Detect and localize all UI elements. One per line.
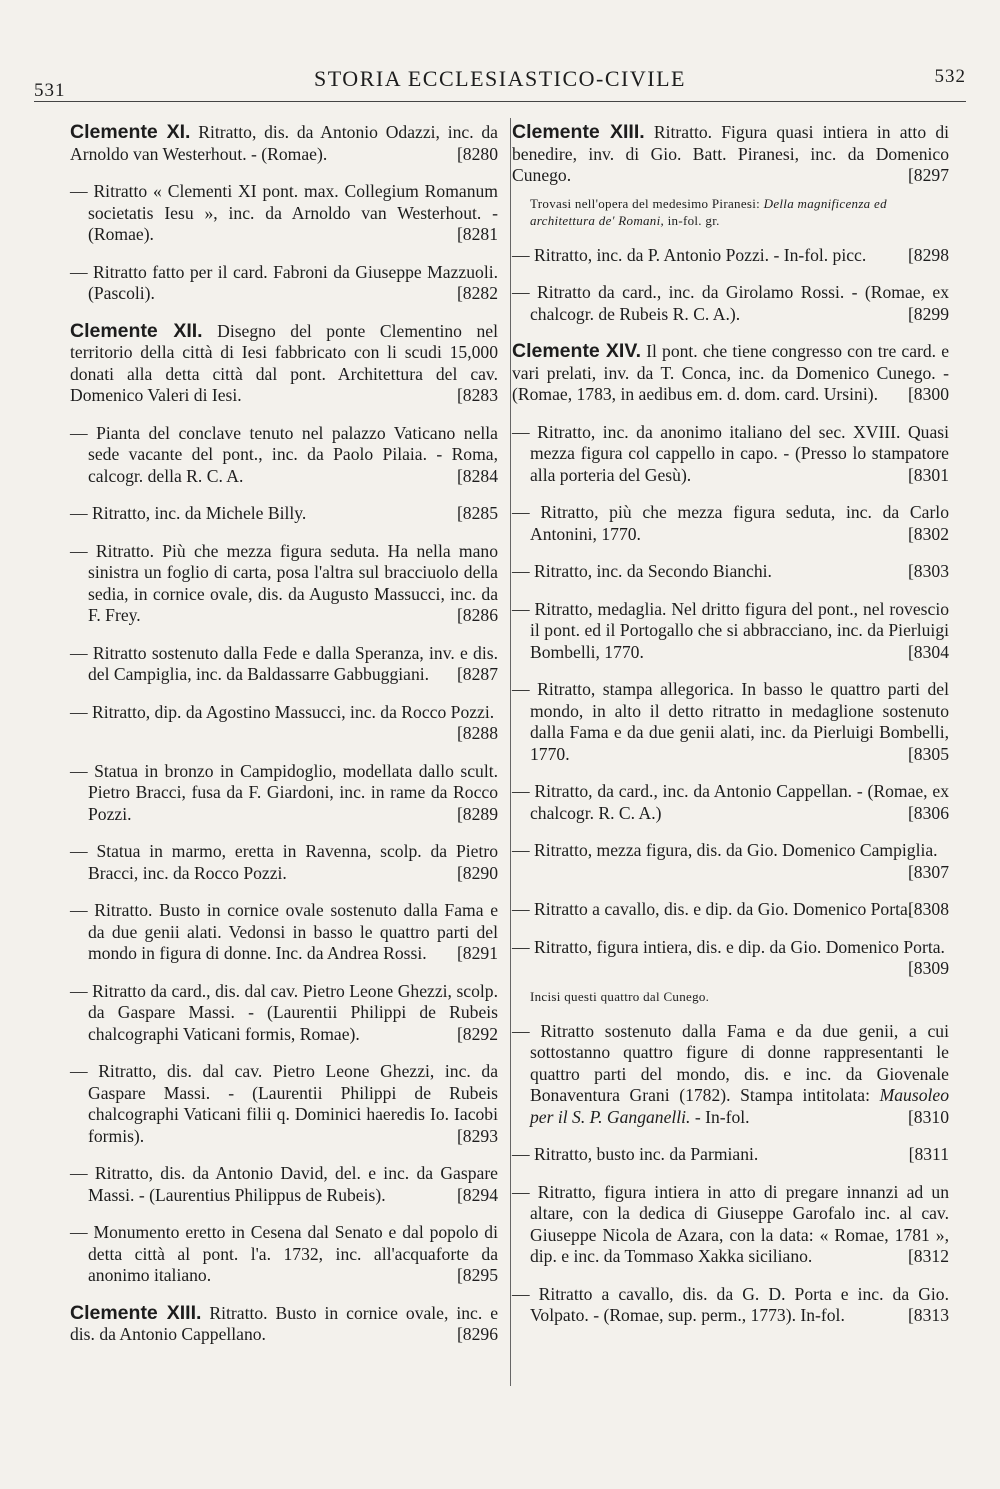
catalog-entry: [70, 423, 498, 488]
running-header: [34, 62, 966, 101]
entry-text: — Ritratto, dip. da Agostino Massucci, inc. da Rocco Pozzi.: [70, 701, 495, 722]
catalog-entry: [512, 899, 949, 921]
catalog-number: [8302: [907, 523, 949, 544]
catalog-entry: [512, 1284, 949, 1327]
catalog-number: [8305: [907, 743, 949, 764]
entry-text: — Ritratto, figura intiera, dis. e dip. da Gio. Domenico Porta.: [512, 936, 945, 957]
catalog-number: [8280: [456, 143, 498, 164]
catalog-number: [8303: [907, 561, 949, 581]
right-page-number: 532: [934, 66, 966, 87]
catalog-entry: [70, 841, 498, 884]
catalog-entry: [512, 245, 949, 267]
catalog-number: [8293: [456, 1125, 498, 1146]
entry-text: — Ritratto sostenuto dalla Fama e da due genii, a cui sottostanno quattro figure di donne rappresentanti le quattro parti del mondo, dis. e inc. da Giovenale Bonaventura Grani (1782). Stampa intitolata:: [512, 1020, 949, 1105]
catalog-number: [8296: [456, 1324, 498, 1344]
catalog-entry: [70, 702, 498, 745]
entry-text: Disegno del ponte Clementino nel territorio della città di Iesi fabbricato con li scudi 15,000 donati alla detta città dal pont. Architettura del cav. Domenico Valeri di Iesi.: [70, 320, 498, 405]
catalog-entry: [512, 1021, 949, 1129]
entry-text-end: - In-fol.: [690, 1106, 750, 1127]
column-divider: [510, 118, 511, 1386]
catalog-number: [8290: [456, 862, 498, 883]
catalog-heading-entry: [512, 341, 949, 406]
entry-text: — Ritratto, inc. da P. Antonio Pozzi. - In-fol. picc.: [512, 244, 867, 265]
catalog-entry: [70, 503, 498, 525]
catalog-number: [8313: [907, 1305, 949, 1325]
entry-text: — Ritratto a cavallo, dis. da G. D. Porta e inc. da Gio. Volpato. - (Romae, sup. perm., 1773). In-fol.: [512, 1283, 949, 1325]
pope-name: Clemente XI.: [70, 121, 191, 143]
catalog-number: [8309: [907, 958, 949, 978]
entry-text: — Pianta del conclave tenuto nel palazzo Vaticano nella sede vacante del pont., inc. da Paolo Pilaia. - Roma, calcogr. della R. C. A.: [70, 422, 498, 486]
entry-text: — Ritratto « Clementi XI pont. max. Collegium Romanum societatis Iesu », inc. da Arnoldo van Westerhout. - (Romae).: [70, 181, 498, 244]
entry-text: — Monumento eretto in Cesena dal Senato e dal popolo di detta città al pont. l'a. 1732, inc. all'acquaforte da anonimo italiano.: [70, 1222, 498, 1285]
catalog-number: [8283: [456, 385, 498, 405]
entry-text: — Ritratto. Busto in cornice ovale sostenuto dalla Fama e da due genii alati. Vedonsi in basso le quattro parti del mondo in figura di donne. Inc. da Andrea Rossi.: [70, 900, 498, 963]
entry-text: Il pont. che tiene congresso con tre card. e vari prelati, inv. da T. Conca, inc. da Domenico Cunego. - (Romae, 1783, in aedibus em. d. dom. card. Ursini).: [512, 341, 950, 404]
entry-text: — Ritratto, mezza figura, dis. da Gio. Domenico Campiglia.: [512, 840, 938, 860]
catalog-number: [8299: [907, 303, 949, 324]
pope-name: Clemente XIV.: [512, 340, 641, 362]
catalog-entry: [512, 679, 949, 765]
catalog-entry: [70, 981, 498, 1046]
catalog-entry: [512, 840, 949, 883]
entry-note: [512, 195, 949, 229]
catalog-number: [8307: [907, 861, 949, 882]
right-column: [512, 122, 949, 1343]
catalog-number: [8282: [456, 283, 498, 303]
catalog-number: [8292: [456, 1023, 498, 1044]
pope-name: Clemente XII.: [70, 319, 203, 342]
catalog-heading-entry: [512, 122, 949, 187]
catalog-entry: [70, 1061, 498, 1147]
catalog-entry: [512, 1144, 949, 1166]
catalog-number: [8288: [456, 723, 498, 743]
entry-text: — Ritratto, inc. da Secondo Bianchi.: [512, 561, 772, 581]
entry-text: — Ritratto, da card., inc. da Antonio Cappellan. - (Romae, ex chalcogr. R. C. A.): [512, 781, 949, 823]
catalog-entry: [70, 900, 498, 965]
catalog-number: [8291: [456, 943, 498, 963]
catalog-number: [8298: [907, 244, 949, 265]
catalog-entry: [512, 937, 949, 980]
catalog-entry: [512, 561, 949, 583]
entry-text: Ritratto. Busto in cornice ovale, inc. e dis. da Antonio Cappellano.: [70, 1302, 499, 1344]
entry-text: Ritratto. Figura quasi intiera in atto di benedire, inv. di Gio. Batt. Piranesi, inc. da Domenico Cunego.: [512, 122, 949, 185]
entry-text: Ritratto, dis. da Antonio Odazzi, inc. da Arnoldo van Westerhout. - (Romae).: [70, 122, 498, 164]
catalog-entry: [70, 181, 498, 246]
catalog-entry: [512, 1182, 949, 1268]
pope-name: Clemente XIII.: [70, 1301, 202, 1324]
catalog-number: [8297: [907, 165, 949, 185]
entry-text: — Ritratto, più che mezza figura seduta, inc. da Carlo Antonini, 1770.: [512, 502, 949, 544]
entry-text: — Ritratto fatto per il card. Fabroni da Giuseppe Mazzuoli. (Pascoli).: [70, 261, 498, 303]
catalog-entry: [512, 282, 949, 325]
catalog-entry: [512, 422, 949, 487]
catalog-number: [8304: [907, 641, 949, 662]
note-text: Trovasi nell'opera del medesimo Piranesi:: [530, 195, 764, 211]
left-column: [70, 122, 498, 1362]
catalog-number: [8312: [907, 1246, 949, 1266]
catalog-number: [8289: [456, 803, 498, 824]
catalog-number: [8294: [456, 1184, 498, 1205]
catalog-number: [8285: [456, 503, 498, 523]
entry-text: — Ritratto, busto inc. da Parmiani.: [512, 1144, 759, 1164]
catalog-entry: [70, 761, 498, 826]
catalog-entry: [512, 599, 949, 664]
entry-text: — Ritratto, figura intiera in atto di pregare innanzi ad un altare, con la dedica di Giuseppe Garofalo inc. al cav. Giuseppe Nicola de Azara, con la data: « Romae, 1781 », dip. e inc. da Tommaso Xakka siciliano.: [512, 1181, 949, 1266]
running-title: STORIA ECCLESIASTICO-CIVILE: [314, 66, 686, 91]
entry-text: — Ritratto. Più che mezza figura seduta. Ha nella mano sinistra un foglio di carta, posa l'altra sul bracciuolo della sedia, in cornice ovale, dis. da Augusto Massucci, inc. da F. Frey.: [70, 540, 498, 625]
pope-name: Clemente XIII.: [512, 121, 645, 143]
catalog-entry: [512, 502, 949, 545]
entry-text: — Statua in marmo, eretta in Ravenna, scolp. da Pietro Bracci, inc. da Rocco Pozzi.: [70, 841, 498, 883]
catalog-number: [8286: [456, 605, 498, 625]
entry-text: — Ritratto, inc. da Michele Billy.: [70, 503, 307, 523]
note-text-end: in-fol. gr.: [664, 212, 720, 228]
catalog-entry: [70, 643, 498, 686]
catalog-number: [8311: [908, 1144, 949, 1164]
catalog-number: [8300: [907, 384, 949, 404]
entry-text: — Ritratto, dis. dal cav. Pietro Leone Ghezzi, inc. da Gaspare Massi. - (Laurentii Philippi de Rubeis chalcographi Vaticani filii q. Dominici haeredis Io. Iacobi formis).: [70, 1061, 498, 1146]
entry-text: — Ritratto, medaglia. Nel dritto figura del pont., nel rovescio il pont. ed il Portogallo che si abbracciano, inc. da Pierluigi Bombelli, 1770.: [512, 598, 949, 662]
entry-note: [512, 988, 949, 1005]
catalog-heading-entry: [70, 321, 498, 407]
catalog-number: [8287: [456, 664, 498, 684]
catalog-number: [8308: [907, 899, 949, 919]
catalog-number: [8295: [456, 1265, 498, 1285]
catalog-number: [8310: [907, 1106, 949, 1127]
entry-text: — Ritratto, stampa allegorica. In basso le quattro parti del mondo, in alto il detto ritratto in medaglione sostenuto dalla Fama e da due genii alati, inc. da Pierluigi Bombelli, 1770.: [512, 679, 949, 764]
catalog-entry: [70, 262, 498, 305]
catalog-heading-entry: [70, 122, 498, 165]
entry-text: — Ritratto da card., dis. dal cav. Pietro Leone Ghezzi, scolp. da Gaspare Massi. - (Laurentii Philippi de Rubeis chalcographi Vaticani formis, Romae).: [70, 980, 498, 1044]
catalog-entry: [70, 1222, 498, 1287]
header-rule: [34, 101, 966, 102]
catalog-number: [8281: [456, 224, 498, 244]
catalog-entry: [512, 781, 949, 824]
entry-text: — Ritratto da card., inc. da Girolamo Rossi. - (Romae, ex chalcogr. de Rubeis R. C. A.).: [512, 282, 949, 324]
entry-text: — Ritratto sostenuto dalla Fede e dalla Speranza, inv. e dis. del Campiglia, inc. da Baldassarre Gabbuggiani.: [70, 642, 498, 684]
entry-text: — Ritratto, dis. da Antonio David, del. e inc. da Gaspare Massi. - (Laurentius Philippus de Rubeis).: [70, 1163, 498, 1205]
catalog-number: [8306: [907, 802, 949, 823]
catalog-heading-entry: [70, 1303, 498, 1346]
left-page-number: 531: [34, 80, 66, 101]
note-italic-title: Della magnificenza ed architettura de' Romani,: [530, 195, 887, 228]
catalog-entry: [70, 541, 498, 627]
entry-text: — Statua in bronzo in Campidoglio, modellata dallo scult. Pietro Bracci, fusa da F. Giardoni, inc. in rame da Rocco Pozzi.: [70, 760, 498, 824]
note-text: Incisi questi quattro dal Cunego.: [530, 988, 710, 1004]
catalog-entry: [70, 1163, 498, 1206]
entry-text: — Ritratto a cavallo, dis. e dip. da Gio. Domenico Porta.: [512, 899, 913, 919]
catalog-number: [8284: [456, 465, 498, 486]
entry-italic-title: Mausoleo per il S. P. Ganganelli.: [530, 1085, 949, 1127]
catalog-number: [8301: [907, 464, 949, 485]
entry-text: — Ritratto, inc. da anonimo italiano del sec. XVIII. Quasi mezza figura col cappello in capo. - (Presso lo stampatore alla porteria del Gesù).: [512, 421, 949, 485]
